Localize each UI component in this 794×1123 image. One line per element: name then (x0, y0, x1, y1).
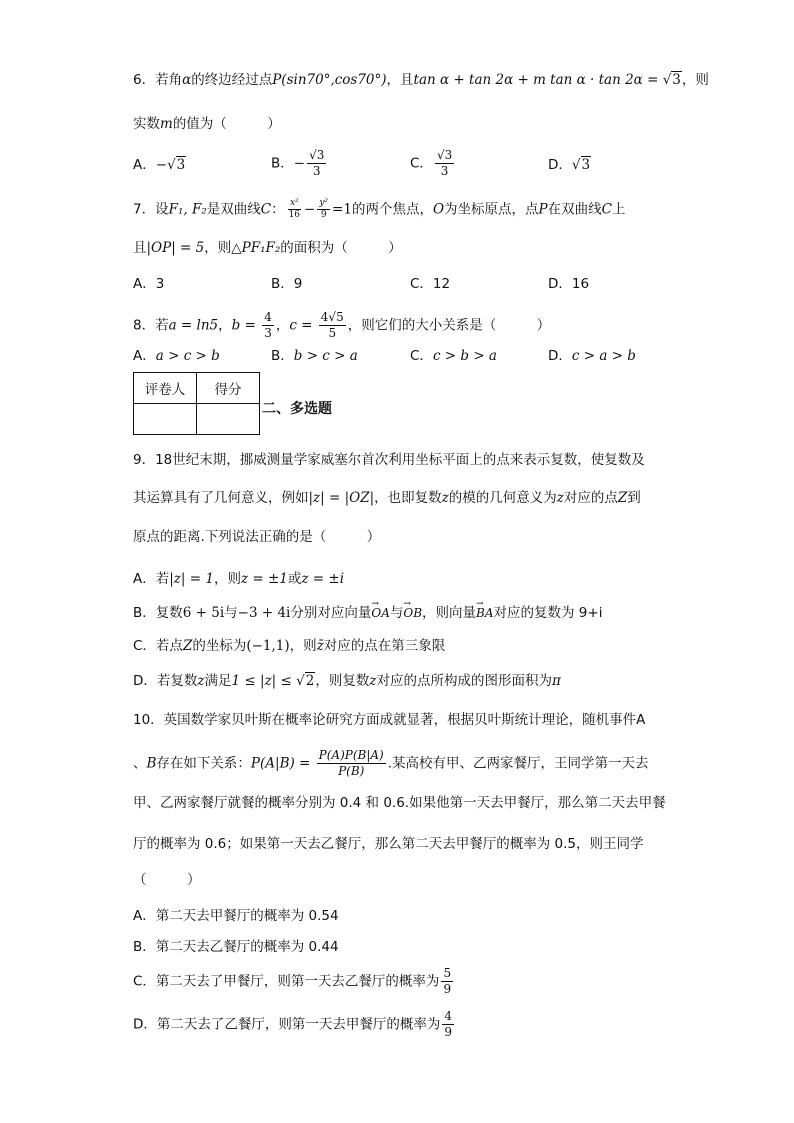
q7-option-d: D．16 (548, 276, 590, 292)
q6-text: 的终边经过点 (191, 72, 273, 88)
q9-option-a: A．若|z| = 1，则z = ±1或z = ±i (133, 571, 345, 587)
q9-option-c: C．若点Z的坐标为(−1,1)，则z̄对应的点在第三象限 (133, 638, 446, 654)
q10-option-a: A．第二天去甲餐厅的概率为 0.54 (133, 908, 339, 924)
q6-text: 的值为（ ） (172, 116, 281, 132)
q6-point: P(sin70°,cos70°) (272, 72, 387, 88)
score-table-score-header: 得分 (197, 373, 260, 404)
q7-option-a: A．3 (133, 276, 165, 292)
q10-stem-line4: 厅的概率为 0.6；如果第一天去乙餐厅，那么第二天去甲餐厅的概率为 0.5，则王同学 (133, 836, 644, 852)
q10-stem-line1: 10．英国数学家贝叶斯在概率论研究方面成就显著，根据贝叶斯统计理论，随机事件A (133, 712, 646, 728)
q7-stem-line2: 且|OP| = 5，则△PF₁F₂的面积为（ ） (133, 240, 402, 256)
score-table-grader-header: 评卷人 (134, 373, 197, 404)
q9-option-d: D．若复数z满足1 ≤ |z| ≤ √2，则复数z对应的点所构成的图形面积为π (133, 673, 561, 689)
q7-foci: F₁, F₂ (168, 201, 207, 218)
q9-stem-line3: 原点的距离.下列说法正确的是（ ） (133, 529, 381, 545)
q8-option-b: B．b > c > a (271, 348, 358, 364)
q6-alpha: α (182, 72, 192, 88)
score-table (133, 372, 260, 435)
q9-option-b: B．复数6 + 5i与−3 + 4i分别对应向量→ OA与→ OB，则向量→ BA对应的复数为 9+i (133, 603, 602, 623)
q6-stem-line1 (133, 70, 709, 90)
q6-equation: tan α + tan 2α + m tan α · tan 2α = (413, 72, 663, 88)
score-table-grader-cell[interactable] (134, 404, 197, 435)
q8-stem: 8．若a = ln5，b = $\frac{4}{3}$ ，c = $\frac{4√5}{5}$ ，则它们的大小关系是（ ） (133, 310, 551, 340)
score-table-score-cell[interactable] (197, 404, 260, 435)
q6-sqrt3: √3 (662, 72, 681, 88)
q10-stem-line2: 、B存在如下关系：P(A|B) = $\frac{P(A)P(B|A)}{P(B)}$ .某高校有甲、乙两家餐厅，王同学第一天去 (133, 748, 649, 778)
q6-stem-line2 (133, 114, 281, 134)
q7-stem-line1: 7．设F₁, F₂是双曲线C： $\frac{\text{x²}}{16}$ − $\frac{\text{y²}}{9}$ =1的两个焦点，O为坐标原点，点P在双曲线C上 (133, 198, 626, 220)
section-title: 二、多选题 (262, 401, 332, 417)
q6-option-b: B．− $\frac{√3}{3}$ (271, 148, 325, 178)
q8-option-a: A．a > c > b (133, 348, 220, 364)
q9-stem-line1: 9．18世纪末期，挪威测量学家威塞尔首次利用坐标平面上的点来表示复数，使复数及 (133, 452, 645, 468)
q8-option-d: D．c > a > b (548, 348, 636, 364)
q6-m: m (160, 116, 173, 132)
q10-stem-line3: 甲、乙两家餐厅就餐的概率分别为 0.4 和 0.6.如果他第一天去甲餐厅，那么第二天去甲餐 (133, 795, 666, 811)
q7-option-c: C．12 (410, 276, 451, 292)
vector-ba: → BA (476, 603, 493, 623)
q8-a: a = ln5 (168, 317, 219, 334)
q6-option-d: D．√3 (548, 157, 591, 173)
q10-option-c: C．第二天去了甲餐厅，则第一天去乙餐厅的概率为 $\frac{5}{9}$ (133, 966, 452, 996)
vector-oa: → OA (371, 603, 390, 623)
q10-stem-line5: （ ） (133, 872, 201, 888)
q6-text: ，则 (681, 72, 709, 88)
q9-stem-line2: 其运算具有了几何意义，例如|z| = |OZ|，也即复数z的模的几何意义为z对应的点Z到 (133, 490, 641, 506)
q6-option-a: A．−√3 (133, 157, 186, 173)
q6-text: 实数 (133, 116, 160, 132)
q10-option-b: B．第二天去乙餐厅的概率为 0.44 (133, 939, 339, 955)
q7-option-b: B．9 (271, 276, 303, 292)
vector-ob: → OB (403, 603, 422, 623)
q10-option-d: D．第二天去了乙餐厅，则第一天去甲餐厅的概率为 $\frac{4}{9}$ (133, 1009, 453, 1039)
q6-option-c: C． $\frac{√3}{3}$ (410, 148, 453, 178)
q6-text: ，且 (386, 72, 414, 88)
q7-op-length: |OP| = 5 (146, 240, 205, 256)
q6-text: 6．若角 (133, 72, 183, 88)
q8-option-c: C．c > b > a (410, 348, 497, 364)
